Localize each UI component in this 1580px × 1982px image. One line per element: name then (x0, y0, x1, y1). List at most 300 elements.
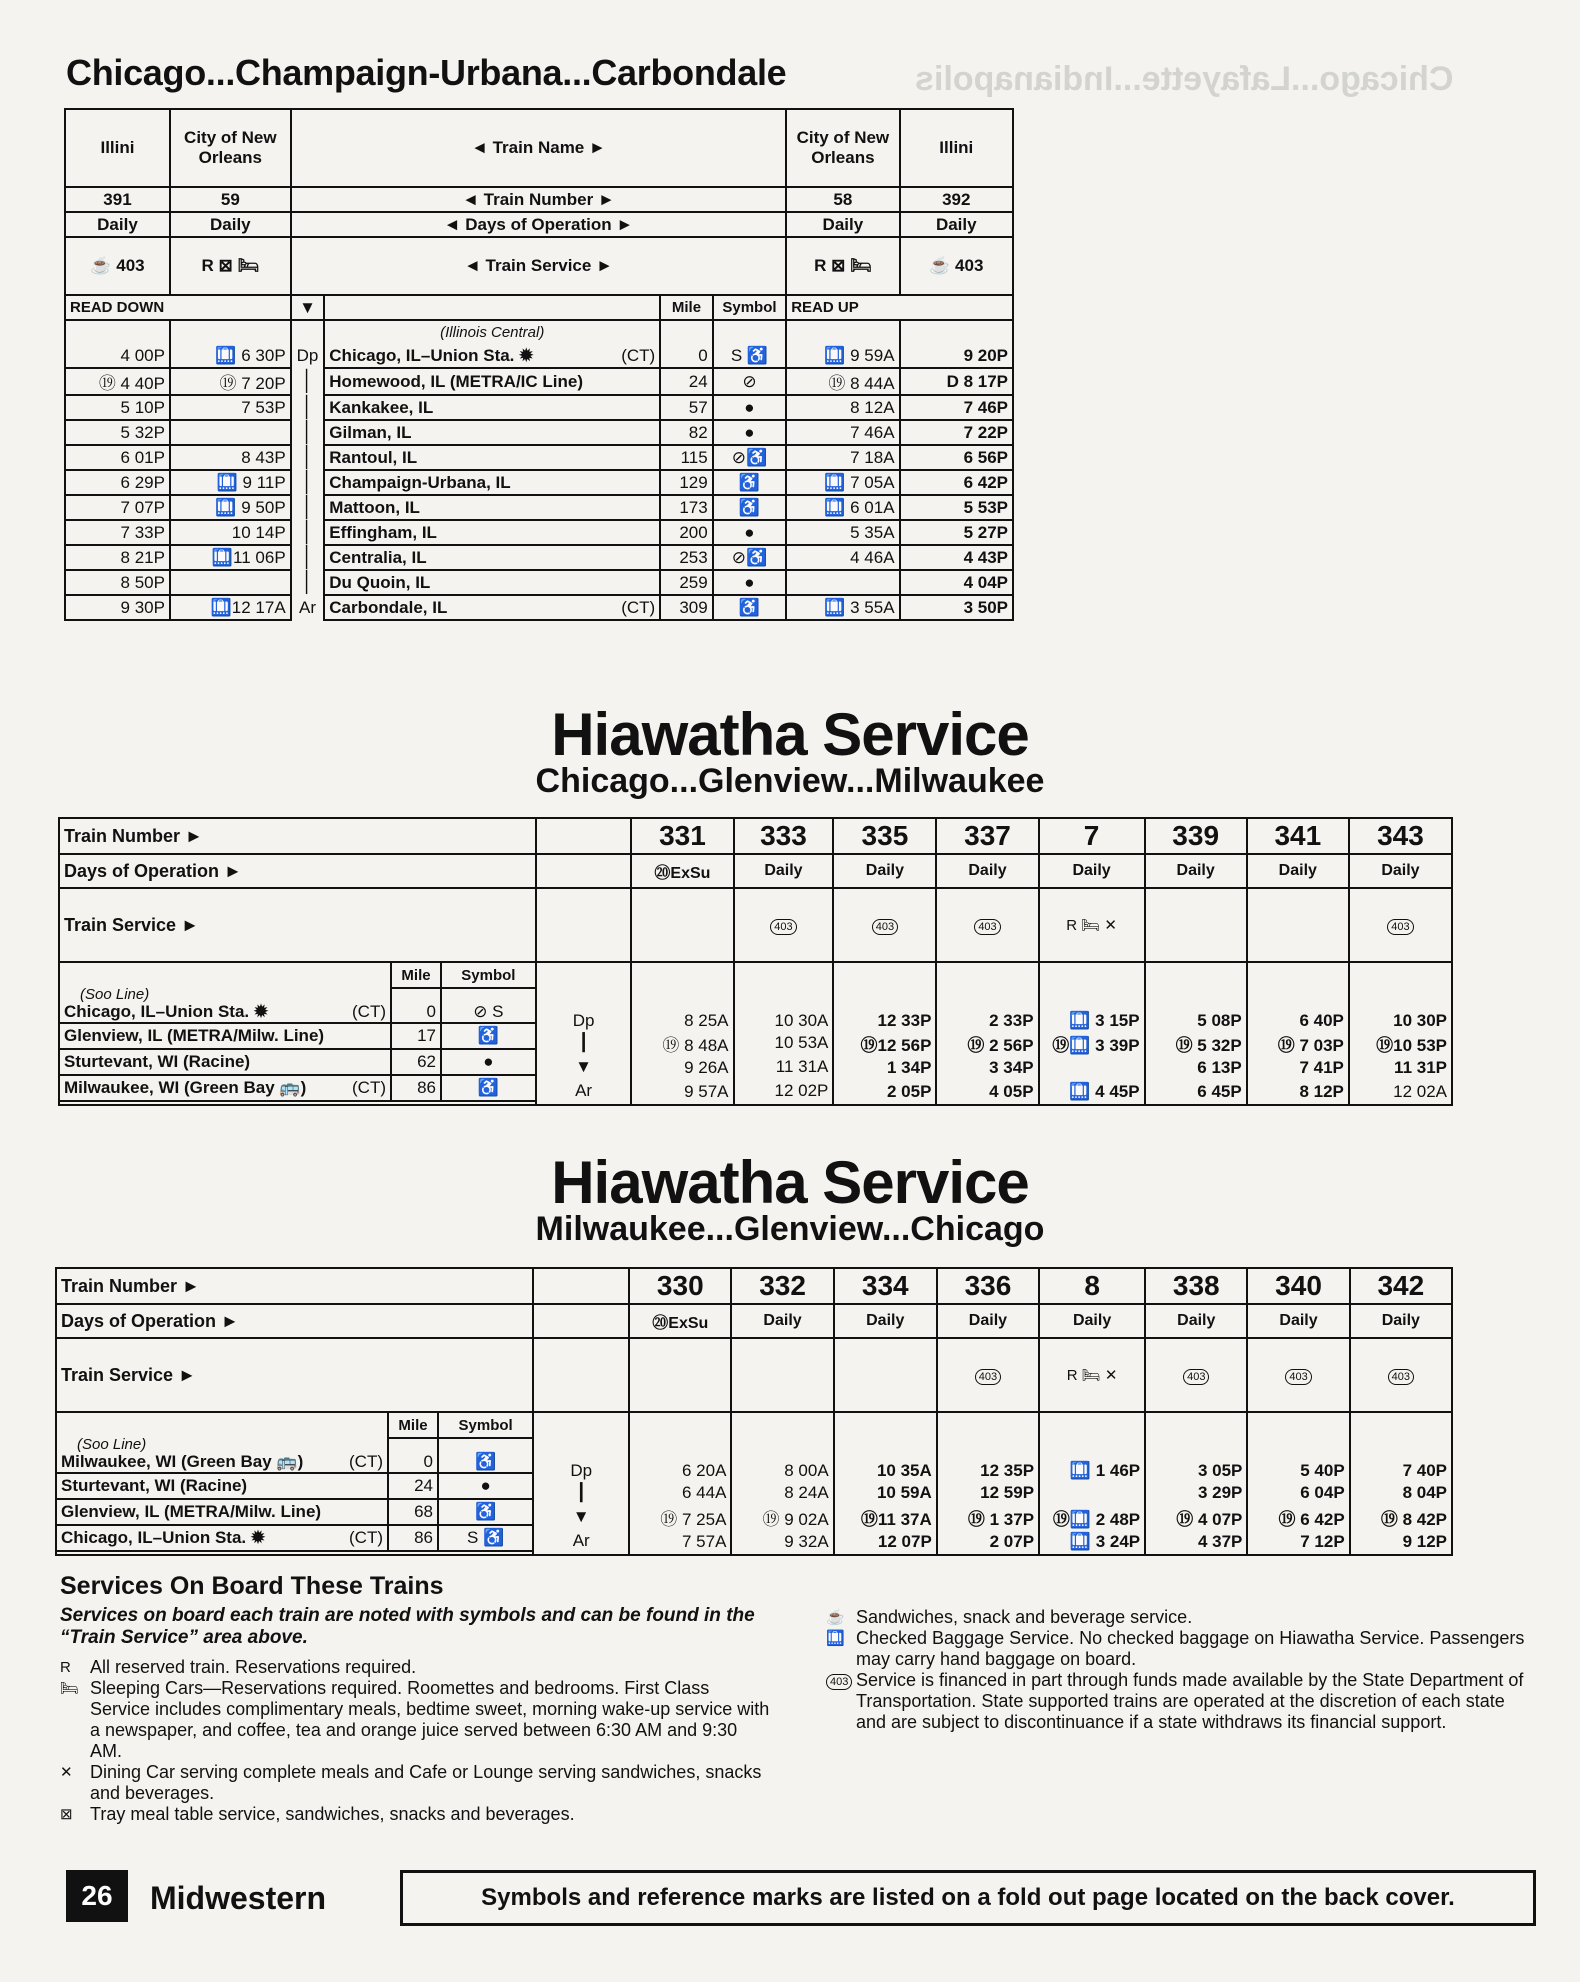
time-cell: 5 35A (786, 520, 899, 545)
days: Daily (833, 854, 936, 888)
time-cell: 10 35A (876, 1461, 932, 1480)
blank (1351, 1413, 1451, 1437)
time-cell: 10 53A (774, 1033, 829, 1052)
blank (1146, 1413, 1246, 1437)
station-cell (57, 1473, 388, 1499)
time-cell: 4 05P (989, 1082, 1034, 1101)
blank (170, 320, 291, 344)
station-name: Rantoul, IL (329, 447, 418, 467)
down-arrow-icon: ▼ (291, 295, 325, 320)
station-name: Chicago, IL–Union Sta. ✹ (329, 345, 534, 365)
services-left (60, 1572, 770, 1825)
mile-cell: 57 (660, 395, 712, 420)
time-cell: 6 40P (1299, 1011, 1344, 1030)
service-icons: R ⊠ 🛏 (786, 237, 899, 295)
days: Daily (1247, 854, 1349, 888)
days: Daily (1039, 854, 1145, 888)
time-cell: 8 43P (170, 445, 291, 470)
mile-cell: 68 (388, 1499, 438, 1525)
time-cell: 🛄 9 50P (170, 495, 291, 520)
service-icons: ☕ 403 (65, 237, 170, 295)
station-cell (324, 395, 660, 420)
blank (291, 320, 325, 344)
timezone: (CT) (621, 345, 656, 365)
time-cell: 8 21P (65, 545, 170, 570)
train-name-label: ◄ Train Name ► (291, 109, 787, 187)
time-cell: 10 30A (774, 1011, 829, 1030)
table-row (65, 420, 1013, 445)
symbol-header: Symbol (713, 295, 786, 320)
mile-cell: 200 (660, 520, 712, 545)
carbondale-timetable (64, 108, 1014, 621)
service-label: ◄ Train Service ► (291, 237, 787, 295)
time-cell: 7 46A (786, 420, 899, 445)
dep-arr-cell: │ (291, 395, 325, 420)
station-subtable (60, 963, 535, 1102)
time-column (833, 962, 936, 1105)
blank (537, 963, 631, 987)
station-name: Centralia, IL (329, 547, 427, 567)
blank (1248, 1413, 1348, 1437)
spacer (536, 888, 632, 962)
time-cell: 5 53P (900, 495, 1013, 520)
section-name: Midwestern (150, 1880, 327, 1916)
service-icons (631, 888, 733, 962)
time-cell: 3 05P (1197, 1461, 1243, 1480)
train-number: 339 (1145, 818, 1247, 854)
time-cell: 2 33P (989, 1011, 1034, 1030)
blank (713, 320, 786, 344)
train-number: 391 (65, 187, 170, 212)
blank (786, 320, 899, 344)
time-cell: 7 07P (65, 495, 170, 520)
time-cell: 7 46P (900, 395, 1013, 420)
time-cell: ⑲ 8 48A (662, 1036, 729, 1055)
time-subtable (732, 1413, 832, 1554)
direction-subtable (537, 963, 631, 1103)
time-column (1349, 962, 1452, 1105)
time-cell: ⑲🛄 2 48P (1052, 1510, 1141, 1529)
hiawatha-subtitle: Chicago...Glenview...Milwaukee (535, 762, 1045, 800)
legend-text: Dining Car serving complete meals and Cafe or Lounge serving sandwiches, snacks and beverages. (90, 1762, 762, 1803)
legend-icon (826, 1670, 856, 1733)
station-name: Carbondale, IL (329, 597, 448, 617)
days: ⑳ExSu (629, 1304, 731, 1338)
days: Daily (170, 212, 291, 237)
service-icons (1039, 888, 1145, 962)
train-number: 334 (834, 1268, 937, 1304)
train-number: 335 (833, 818, 936, 854)
bleed-through-title: Chicago...Lafayette...Indianapolis (915, 60, 1454, 98)
dep-arr-cell: │ (291, 445, 325, 470)
time-column (937, 1412, 1039, 1555)
time-cell: 12 35P (980, 1461, 1035, 1480)
time-cell: 6 42P (900, 470, 1013, 495)
time-cell: 6 45P (1197, 1082, 1242, 1101)
days: Daily (734, 854, 834, 888)
dep-arr-cell: │ (291, 570, 325, 595)
service-icons (629, 1338, 731, 1412)
time-column (1039, 1412, 1145, 1555)
table-row (60, 988, 535, 1023)
legend-item (60, 1657, 770, 1678)
time-subtable (937, 963, 1037, 1104)
table-row (65, 368, 1013, 395)
dep-arr-cell: │ (291, 520, 325, 545)
days: Daily (786, 212, 899, 237)
legend-icon: 🛄 (826, 1630, 845, 1647)
service-icons (1247, 888, 1349, 962)
station-block (59, 962, 536, 1105)
hiawatha-southbound-table (55, 1267, 1453, 1556)
blank (834, 963, 935, 987)
legend-icon: 🛏 (60, 1680, 80, 1697)
legend-item (826, 1670, 1536, 1733)
legend-text: Sleeping Cars—Reservations required. Roomettes and bedrooms. First Class Service includes complimentary meals, bedtime sweet, morning wake-up service with a newspaper, and coffee, tea and orange juice served between 6:30 AM and 9:30 AM. (90, 1678, 770, 1761)
time-cell: 5 40P (1300, 1461, 1345, 1480)
time-cell: 8 12P (1299, 1082, 1344, 1101)
blank (660, 320, 712, 344)
time-cell: 4 46A (786, 545, 899, 570)
col-name: Illini (900, 109, 1013, 187)
time-subtable (1350, 963, 1451, 1104)
station-name: Champaign-Urbana, IL (329, 472, 511, 492)
time-column (631, 962, 733, 1105)
time-cell: 5 08P (1197, 1011, 1242, 1030)
table-row (65, 445, 1013, 470)
legend-icon: ⊠ (60, 1806, 73, 1823)
service-icons (1247, 1338, 1349, 1412)
train-number: 59 (170, 187, 291, 212)
time-cell: 8 24A (784, 1483, 829, 1502)
hiawatha-northbound-table (58, 817, 1453, 1106)
time-cell: 7 18A (786, 445, 899, 470)
mile-header: Mile (660, 295, 712, 320)
time-subtable (834, 963, 935, 1104)
symbol-cell: ♿ (713, 495, 786, 520)
legend-text: Sandwiches, snack and beverage service. (856, 1607, 1193, 1627)
blank (630, 1413, 730, 1437)
time-subtable (835, 1413, 936, 1554)
direction-subtable (534, 1413, 628, 1553)
blank (534, 1413, 628, 1437)
dep-arr-cell: │ (291, 545, 325, 570)
symbol-cell: ● (713, 570, 786, 595)
blank (937, 963, 1037, 987)
time-subtable (1248, 1413, 1348, 1554)
footer-note: Symbols and reference marks are listed on a fold out page located on the back cover. (400, 1870, 1536, 1926)
blank (632, 963, 732, 987)
symbol-header: Symbol (441, 963, 535, 988)
time-cell: ⑲ 4 40P (65, 368, 170, 395)
train-number-label: Train Number ► (56, 1268, 533, 1304)
dep-arr-cell: │ (291, 470, 325, 495)
time-cell: 12 02A (1393, 1082, 1447, 1101)
services-intro: Services on board each train are noted with symbols and can be found in the “Train Service” area above. (60, 1605, 755, 1648)
legend-item (826, 1628, 1536, 1670)
station-cell (57, 1438, 388, 1473)
time-cell: 🛄 4 45P (1069, 1082, 1140, 1101)
station-cell (324, 344, 660, 368)
time-subtable (1248, 963, 1348, 1104)
time-cell: 4 43P (900, 545, 1013, 570)
dep-arr-cell: Ar (291, 595, 325, 620)
service-icon: 403 (1183, 1369, 1209, 1385)
mile-cell: 253 (660, 545, 712, 570)
station-block (56, 1412, 533, 1555)
time-cell: 11 31A (775, 1057, 829, 1076)
time-cell: 4 37P (1197, 1532, 1243, 1551)
station-name: Chicago, IL–Union Sta. ✹ (64, 1002, 269, 1021)
spacer (533, 1338, 629, 1412)
symbol-cell: ♿ (713, 595, 786, 620)
dep-arr-cell: Dp (570, 1461, 593, 1480)
time-cell: 3 50P (900, 595, 1013, 620)
symbol-cell: ⊘♿ (713, 445, 786, 470)
time-cell: 🛄 3 24P (1069, 1532, 1141, 1551)
symbol-cell: ♿ (438, 1499, 532, 1525)
blank (60, 963, 391, 988)
symbol-cell: ● (441, 1049, 535, 1075)
time-cell: ⑲🛄 3 39P (1052, 1036, 1140, 1055)
time-cell: 2 07P (989, 1532, 1035, 1551)
timezone: (CT) (349, 1528, 383, 1547)
direction-column (536, 962, 632, 1105)
blank (900, 320, 1013, 344)
service-label: Train Service ► (56, 1338, 533, 1412)
time-subtable (938, 1413, 1038, 1554)
service-icon: R 🛏 ✕ (1066, 917, 1117, 934)
time-subtable (630, 1413, 730, 1554)
service-icons (833, 888, 936, 962)
time-cell: 7 12P (1300, 1532, 1345, 1551)
service-icons (1145, 1338, 1247, 1412)
days: Daily (1145, 1304, 1247, 1338)
blank (1350, 963, 1451, 987)
time-cell: ⑲12 56P (860, 1036, 932, 1055)
down-arrow-icon: ┃ (578, 1033, 589, 1052)
station-name: Homewood, IL (METRA/IC Line) (329, 371, 584, 391)
service-icons (1349, 888, 1452, 962)
time-cell: 9 26A (684, 1058, 729, 1077)
legend-item (826, 1607, 1536, 1628)
station-cell (324, 445, 660, 470)
time-cell: 🛄12 17A (170, 595, 291, 620)
legend-text: Service is financed in part through funds made available by the State Department of Transportation. State supported trains are operated at the discretion of each state and are subject to discontinuance if a state withdraws its financial support. (856, 1670, 1524, 1732)
table-row (57, 1473, 532, 1499)
time-column (936, 962, 1038, 1105)
time-cell: 7 57A (681, 1532, 727, 1551)
time-cell: ⑲ 1 37P (967, 1510, 1035, 1529)
time-cell: 🛄 3 55A (786, 595, 899, 620)
time-cell: 🛄 1 46P (1069, 1461, 1141, 1480)
time-cell: 3 34P (989, 1058, 1034, 1077)
time-cell: ⑲ 7 25A (660, 1510, 727, 1529)
hiawatha-title: Hiawatha Service (551, 701, 1029, 768)
table-row (65, 395, 1013, 420)
service-icon: 403 (1388, 1369, 1414, 1385)
time-column (1350, 1412, 1452, 1555)
train-number: 342 (1350, 1268, 1452, 1304)
days: Daily (900, 212, 1013, 237)
mile-cell: 24 (388, 1473, 438, 1499)
read-up: READ UP (786, 295, 1013, 320)
train-number: 331 (631, 818, 733, 854)
days: Daily (1349, 854, 1452, 888)
timezone: (CT) (352, 1078, 386, 1097)
hiawatha-subtitle: Milwaukee...Glenview...Chicago (535, 1210, 1045, 1248)
mile-cell: 259 (660, 570, 712, 595)
station-cell (324, 545, 660, 570)
service-icons: ☕ 403 (900, 237, 1013, 295)
time-cell: 9 32A (784, 1532, 829, 1551)
symbol-cell: ● (713, 520, 786, 545)
blank (735, 963, 833, 987)
mile-cell: 0 (660, 344, 712, 368)
time-cell: ⑲10 53P (1376, 1036, 1447, 1055)
train-number: 341 (1247, 818, 1349, 854)
blank (1040, 963, 1144, 987)
time-cell: ⑲11 37A (860, 1510, 932, 1529)
col-name: Illini (65, 109, 170, 187)
station-cell (60, 1023, 391, 1049)
station-name: Gilman, IL (329, 422, 412, 442)
table-row (57, 1499, 532, 1525)
time-cell: 3 29P (1197, 1483, 1243, 1502)
legend-text: Tray meal table service, sandwiches, snacks and beverages. (90, 1804, 575, 1824)
mile-cell: 129 (660, 470, 712, 495)
train-number-label: Train Number ► (59, 818, 536, 854)
table-row (65, 495, 1013, 520)
symbol-header: Symbol (438, 1413, 532, 1438)
time-cell (1040, 1481, 1144, 1505)
mile-cell: 86 (391, 1075, 441, 1101)
time-cell: 6 01P (65, 445, 170, 470)
blank (938, 1413, 1038, 1437)
station-name: Chicago, IL–Union Sta. ✹ (61, 1528, 266, 1547)
days: Daily (1350, 1304, 1452, 1338)
days: Daily (731, 1304, 833, 1338)
train-number: 337 (936, 818, 1038, 854)
time-cell: 8 50P (65, 570, 170, 595)
time-cell (1040, 1056, 1144, 1080)
time-column (734, 962, 834, 1105)
train-number: 392 (900, 187, 1013, 212)
mile-cell: 17 (391, 1023, 441, 1049)
time-cell (170, 570, 291, 595)
spacer (533, 1268, 629, 1304)
blank (65, 320, 170, 344)
time-cell: 8 00A (784, 1461, 829, 1480)
station-cell (324, 470, 660, 495)
symbol-cell: ⊘ (713, 368, 786, 395)
time-cell: 6 44A (681, 1483, 727, 1502)
days: Daily (936, 854, 1038, 888)
station-cell (60, 988, 391, 1023)
service-icon: 403 (770, 919, 796, 935)
time-cell: 12 33P (877, 1011, 932, 1030)
table-row (60, 1075, 535, 1101)
symbol-cell: ● (713, 420, 786, 445)
spacer (536, 854, 632, 888)
timezone: (CT) (349, 1452, 383, 1471)
station-name: Effingham, IL (329, 522, 437, 542)
page-number: 26 (66, 1870, 128, 1922)
time-cell: ⑲ 2 56P (967, 1036, 1034, 1055)
time-cell: ⑲ 4 07P (1176, 1510, 1243, 1529)
time-subtable (1351, 1413, 1451, 1554)
time-cell: ⑲ 5 32P (1175, 1036, 1242, 1055)
time-cell: 9 57A (684, 1082, 729, 1101)
time-cell: 🛄 7 05A (786, 470, 899, 495)
time-subtable (735, 963, 833, 1103)
services-heading: Services On Board These Trains (60, 1572, 444, 1600)
table-row (65, 470, 1013, 495)
dep-arr-cell: Dp (291, 344, 325, 368)
time-cell: 6 04P (1300, 1483, 1345, 1502)
mile-cell: 0 (391, 988, 441, 1023)
time-column (629, 1412, 731, 1555)
train-number: 8 (1039, 1268, 1145, 1304)
dep-arr-cell: │ (291, 420, 325, 445)
time-cell: 4 04P (900, 570, 1013, 595)
dep-arr-cell: Ar (572, 1531, 590, 1550)
dep-arr-cell: Ar (575, 1081, 593, 1100)
symbol-cell: ● (438, 1473, 532, 1499)
service-icon: 403 (872, 919, 898, 935)
legend-icon: R (60, 1659, 71, 1676)
blank (1146, 963, 1246, 987)
legend-text: All reserved train. Reservations required. (90, 1657, 417, 1677)
service-icons (1039, 1338, 1145, 1412)
spacer (536, 818, 632, 854)
legend-item (60, 1804, 770, 1825)
station-name: Kankakee, IL (329, 397, 434, 417)
service-icon: 403 (974, 919, 1000, 935)
mile-cell: 82 (660, 420, 712, 445)
days: Daily (937, 1304, 1039, 1338)
time-column (1247, 962, 1349, 1105)
service-icons (937, 1338, 1039, 1412)
table-row (65, 344, 1013, 368)
timezone: (CT) (621, 597, 656, 617)
legend-icon: ☕ (826, 1609, 845, 1626)
time-cell: 7 53P (170, 395, 291, 420)
time-cell: ⑲ 7 03P (1277, 1036, 1344, 1055)
time-cell: 6 13P (1197, 1058, 1242, 1077)
time-cell: 🛄 9 59A (786, 344, 899, 368)
blank (1040, 1413, 1144, 1437)
symbol-cell: ♿ (441, 1075, 535, 1101)
mile-cell: 173 (660, 495, 712, 520)
time-column (731, 1412, 833, 1555)
days-label: ◄ Days of Operation ► (291, 212, 787, 237)
service-icons (834, 1338, 937, 1412)
days: Daily (65, 212, 170, 237)
mile-cell: 0 (388, 1438, 438, 1473)
time-column (1145, 1412, 1247, 1555)
station-name: Glenview, IL (METRA/Milw. Line) (64, 1026, 325, 1045)
days-label: Days of Operation ► (56, 1304, 533, 1338)
time-subtable (1146, 1413, 1246, 1554)
time-cell: 9 30P (65, 595, 170, 620)
station-cell (324, 368, 660, 395)
legend-item (60, 1678, 770, 1762)
symbol-cell: S ♿ (438, 1525, 532, 1551)
service-icons (734, 888, 834, 962)
blank (57, 1413, 388, 1438)
table-row (65, 520, 1013, 545)
